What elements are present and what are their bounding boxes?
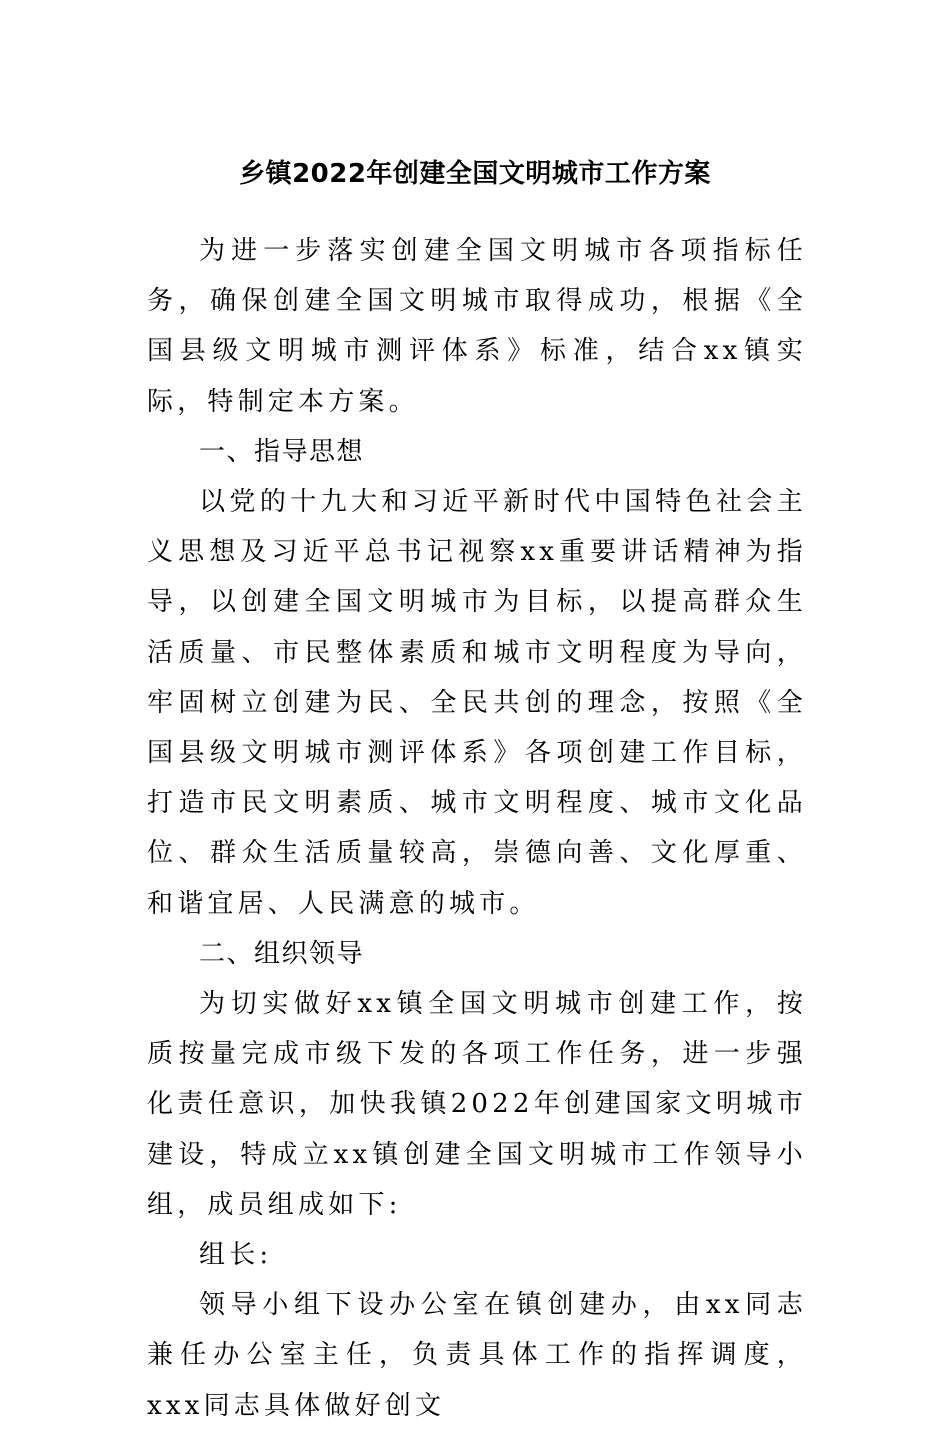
section-heading-guiding-ideology: 一、指导思想 <box>199 436 365 467</box>
intro-paragraph: 为进一步落实创建全国文明城市各项指标任务，确保创建全国文明城市取得成功，根据《全国县级文明城市测评体系》标准，结合xx镇实际，特制定本方案。 <box>147 236 807 417</box>
group-leader-line: 组长: <box>199 1240 273 1271</box>
office-paragraph: 领导小组下设办公室在镇创建办，由xx同志兼任办公室主任，负责具体工作的指挥调度，xxx同志具体做好创文 <box>147 1290 807 1421</box>
guiding-ideology-paragraph: 以党的十九大和习近平新时代中国特色社会主义思想及习近平总书记视察xx重要讲话精神为指导，以创建全国文明城市为目标，以提高群众生活质量、市民整体素质和城市文明程度为导向，牢固树立创建为民、全民共创的理念，按照《全国县级文明城市测评体系》各项创建工作目标，打造市民文明素质、城市文明程度、城市文化品位、群众生活质量较高，崇德向善、文化厚重、和谐宜居、人民满意的城市。 <box>147 487 807 919</box>
document-title: 乡镇2022年创建全国文明城市工作方案 <box>239 159 711 189</box>
section-heading-organization-leadership: 二、组织领导 <box>199 938 365 969</box>
organization-paragraph: 为切实做好xx镇全国文明城市创建工作，按质按量完成市级下发的各项工作任务，进一步强化责任意识，加快我镇2022年创建国家文明城市建设，特成立xx镇创建全国文明城市工作领导小组，成员组成如下: <box>147 989 807 1220</box>
document-body <box>147 226 807 1431</box>
